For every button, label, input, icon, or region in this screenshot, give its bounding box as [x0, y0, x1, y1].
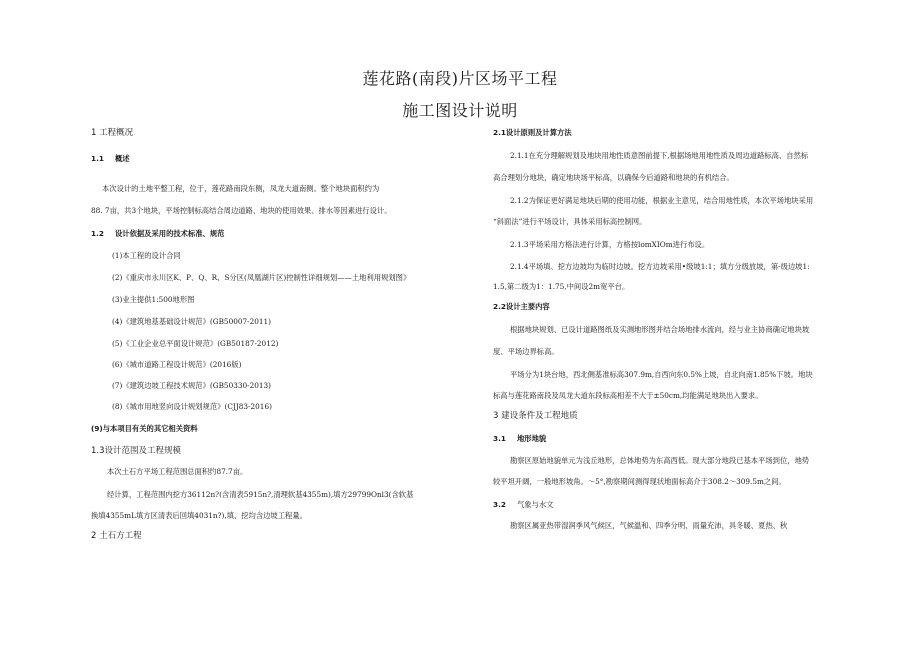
- document-title: 莲花路(南段)片区场平工程: [362, 69, 558, 88]
- document-subtitle: 施工图设计说明: [402, 101, 518, 120]
- section-1-1-title: 概述: [115, 154, 130, 163]
- para-3-2-line-1: 勘察区属亚热带湿润季风气候区，气候温和、四季分明、雨量充沛，具冬暖、夏热、秋: [510, 521, 788, 530]
- para-2-1-1-line-2: 高合理划分地块，确定地块场平标高，以确保今后道路和地块的有机结合。: [493, 173, 734, 182]
- reference-item: (2)《重庆市永川区K、P、Q、R、S分区(凤凰湖片区)控制性详细规划——土地利用规划图》: [112, 273, 411, 282]
- para-2-1-2-line-1: 2.1.2为保证更好满足地块后期的使用功能，根据业主意见，结合用地性质，本次平场地块采用: [510, 196, 814, 205]
- section-3-heading: 3 建设条件及工程地质: [493, 411, 578, 421]
- section-3-1-title: 地形地貌: [517, 434, 547, 443]
- reference-item: (8)《城市用地竖向设计规划规范》(CJJ83-2016): [112, 402, 272, 411]
- para-2-1-2-line-2: “斜面法”进行平场设计，具体采用标高控制网。: [493, 217, 647, 226]
- overview-paragraph-line-2: 88. 7亩，共3个地块，平场控制标高结合周边道路、地块的使用效果、排水等因素进行设计。: [91, 206, 392, 215]
- para-2-1-1-line-1: 2.1.1在充分理解规划及地块用地性质意图前提下,根据场地用地性质及周边道路标高、自然标: [510, 151, 809, 160]
- section-2-heading: 2 土石方工程: [91, 531, 142, 541]
- para-2-1-4-line-2: 1.5,第二级为1：1.75,中间设2m宽平台。: [493, 282, 630, 291]
- section-3-1-heading: [493, 434, 546, 444]
- section-3-2-number: 3.2: [493, 500, 506, 509]
- reference-item: (1)本工程的设计合同: [112, 251, 181, 260]
- earthwork-paragraph-line-2: 换填4355mL填方区清表后回填4031n?),填、挖均含边坡工程量。: [91, 511, 307, 520]
- section-1-1-heading: [91, 154, 130, 164]
- para-2-2-b-line-1: 平场分为1块台地，西北侧基准标高307.9m,自西向东0.5%上坡，自北向南1.85%下坡。地块: [510, 370, 813, 379]
- section-3-1-number: 3.1: [493, 434, 506, 443]
- reference-item: (4)《建筑地基基础设计规范》(GB50007-2011): [112, 317, 272, 326]
- reference-item: (3)业主提供1:500地形图: [112, 295, 195, 304]
- section-1-heading: 1 工程概况: [91, 128, 134, 138]
- reference-item: (6)《城市道路工程设计规范》(2016版): [112, 360, 242, 369]
- overview-paragraph-line-1: 本次设计的土地平整工程，位于，莲花路南段东侧，凤龙大道南侧。整个地块面积约为: [102, 184, 380, 193]
- reference-item: (5)《工业企业总平面设计规范》(GB50187-2012): [112, 339, 279, 348]
- section-1-3-heading: 1.3设计范围及工程规模: [91, 446, 182, 456]
- section-1-2-heading: [91, 229, 224, 239]
- section-2-1-heading: 2.1设计原则及计算方法: [493, 128, 572, 137]
- para-2-2-b-line-2: 标高与莲花路南段及凤龙大道东段标高相差不大于±50cm,均能满足地块出入要求。: [493, 391, 763, 400]
- section-2-2-heading: 2.2设计主要内容: [493, 302, 550, 311]
- earthwork-paragraph-line-1: 经计算，工程范围内挖方36112n?(含清表5915n?,清理软基4355m),填方29799Onl3(含软基: [107, 490, 414, 499]
- para-3-1-line-2: 较平坦开阔，一般地形坡角。～5°,勘察期间测得现状地面标高介于308.2～309.5m之间。: [493, 477, 786, 486]
- para-3-1-line-1: 勘察区原始地貌单元为浅丘地形，总体地势为东高西低。现大部分地段已基本平场到位，地势: [510, 456, 810, 465]
- reference-item: (7)《建筑边坡工程技术规范》(GB50330-2013): [112, 381, 272, 390]
- scope-paragraph: 本次土石方平场工程范围总面积约87.7亩。: [107, 467, 248, 476]
- section-1-1-number: 1.1: [91, 154, 104, 163]
- para-2-1-3: 2.1.3平场采用方格法进行计算，方格按lomXIOm进行布设。: [510, 240, 710, 249]
- para-2-2-a-line-1: 根据地块规划、已设计道路图纸及实测地形图并结合场地排水流向，经与业主协商确定地块坡: [510, 325, 810, 334]
- section-1-2-title: 设计依据及采用的技术标准、规范: [115, 229, 225, 238]
- section-3-2-title: 气象与水文: [517, 500, 554, 509]
- para-2-1-4-line-1: 2.1.4平场填、挖方边坡均为临时边坡。挖方边坡采用•级坡1:1；填方分级放坡，第-级边坡1:: [510, 262, 810, 271]
- section-1-2-number: 1.2: [91, 229, 104, 238]
- para-2-2-a-line-2: 度、平场边界标高。: [493, 347, 559, 356]
- reference-item-9: (9)与本项目有关的其它相关资料: [91, 424, 198, 433]
- section-3-2-heading: [493, 500, 553, 510]
